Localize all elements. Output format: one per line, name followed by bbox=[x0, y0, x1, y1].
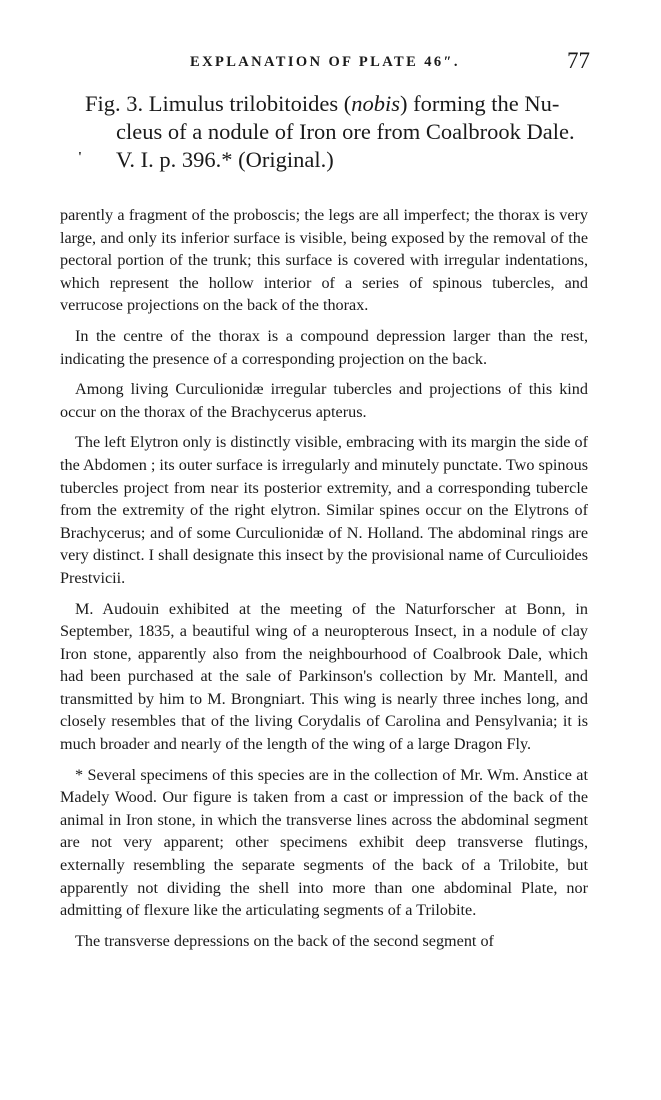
page-number: 77 bbox=[567, 48, 590, 73]
paragraph: The left Elytron only is distinctly visible, embracing with its margin the side of the Abdomen ; its outer surface is irregularly and minutely punctate. Two spinous tubercles project from near its posterior extremity, and a corresponding tubercle from the extremity of the right elytron. Similar spines occur on the Elytrons of Brachycerus; and of some Curculionidæ of N. Holland. The abdominal rings are very distinct. I shall designate this insect by the provisional name of Curculioides Prestvicii. bbox=[60, 433, 588, 587]
body-text bbox=[60, 204, 588, 960]
caption-italic-nobis: nobis bbox=[351, 91, 401, 116]
caption-line-1-end: ) forming the Nu- bbox=[400, 91, 560, 116]
paragraph: The transverse depressions on the back of the second segment of bbox=[75, 931, 494, 950]
paragraph: M. Audouin exhibited at the meeting of the Naturforscher at Bonn, in September, 1835, a beautiful wing of a neuropterous Insect, in a nodule of clay Iron stone, apparently also from the neighbourhood of Coalbrook Dale, which had been purchased at the sale of Parkinson's collection by Mr. Mantell, and transmitted by him to M. Brongniart. This wing is nearly three inches long, and closely resembles that of the living Corydalis of Carolina and Pensylvania; it is much broader and nearly of the length of the wing of a large Dragon Fly. bbox=[60, 599, 588, 754]
caption-line-3: V. I. p. 396.* (Original.) bbox=[116, 147, 334, 172]
caption-line-1-start: Fig. 3. Limulus trilobitoides ( bbox=[85, 91, 352, 116]
paragraph: In the centre of the thorax is a compound depression larger than the rest, indicating the presence of a corresponding projection on the back. bbox=[60, 326, 588, 368]
paragraph: parently a fragment of the proboscis; the legs are all imperfect; the thorax is very large, and only its inferior surface is visible, being exposed by the removal of the pectoral portion of the trunk; this surface is covered with irregular indentations, which represent the hollow interior of a series of spinous tubercles, and verrucose projections on the back of the thorax. bbox=[60, 206, 588, 315]
stray-mark: ' bbox=[78, 150, 82, 165]
paragraph: Among living Curculionidæ irregular tubercles and projections of this kind occur on the thorax of the Brachycerus apterus. bbox=[60, 380, 588, 421]
caption-line-1 bbox=[85, 90, 605, 118]
caption-line-2: cleus of a nodule of Iron ore from Coalbrook Dale. bbox=[116, 119, 575, 144]
running-title: EXPLANATION OF PLATE 46″. bbox=[190, 54, 460, 70]
figure-caption bbox=[85, 90, 605, 174]
footnote: * Several specimens of this species are in the collection of Mr. Wm. Anstice at Madely Wood. Our figure is taken from a cast or impression of the back of the animal in Iron stone, in which the transverse lines across the abdominal segment are not very apparent; other specimens exhibit deep transverse flutings, externally resembling the separate segments of the back of a Trilobite, but apparently not dividing the shell into more than one abdominal Plate, nor admitting of flexure like the articulating segments of a Trilobite. bbox=[60, 765, 588, 920]
running-head bbox=[60, 48, 600, 78]
